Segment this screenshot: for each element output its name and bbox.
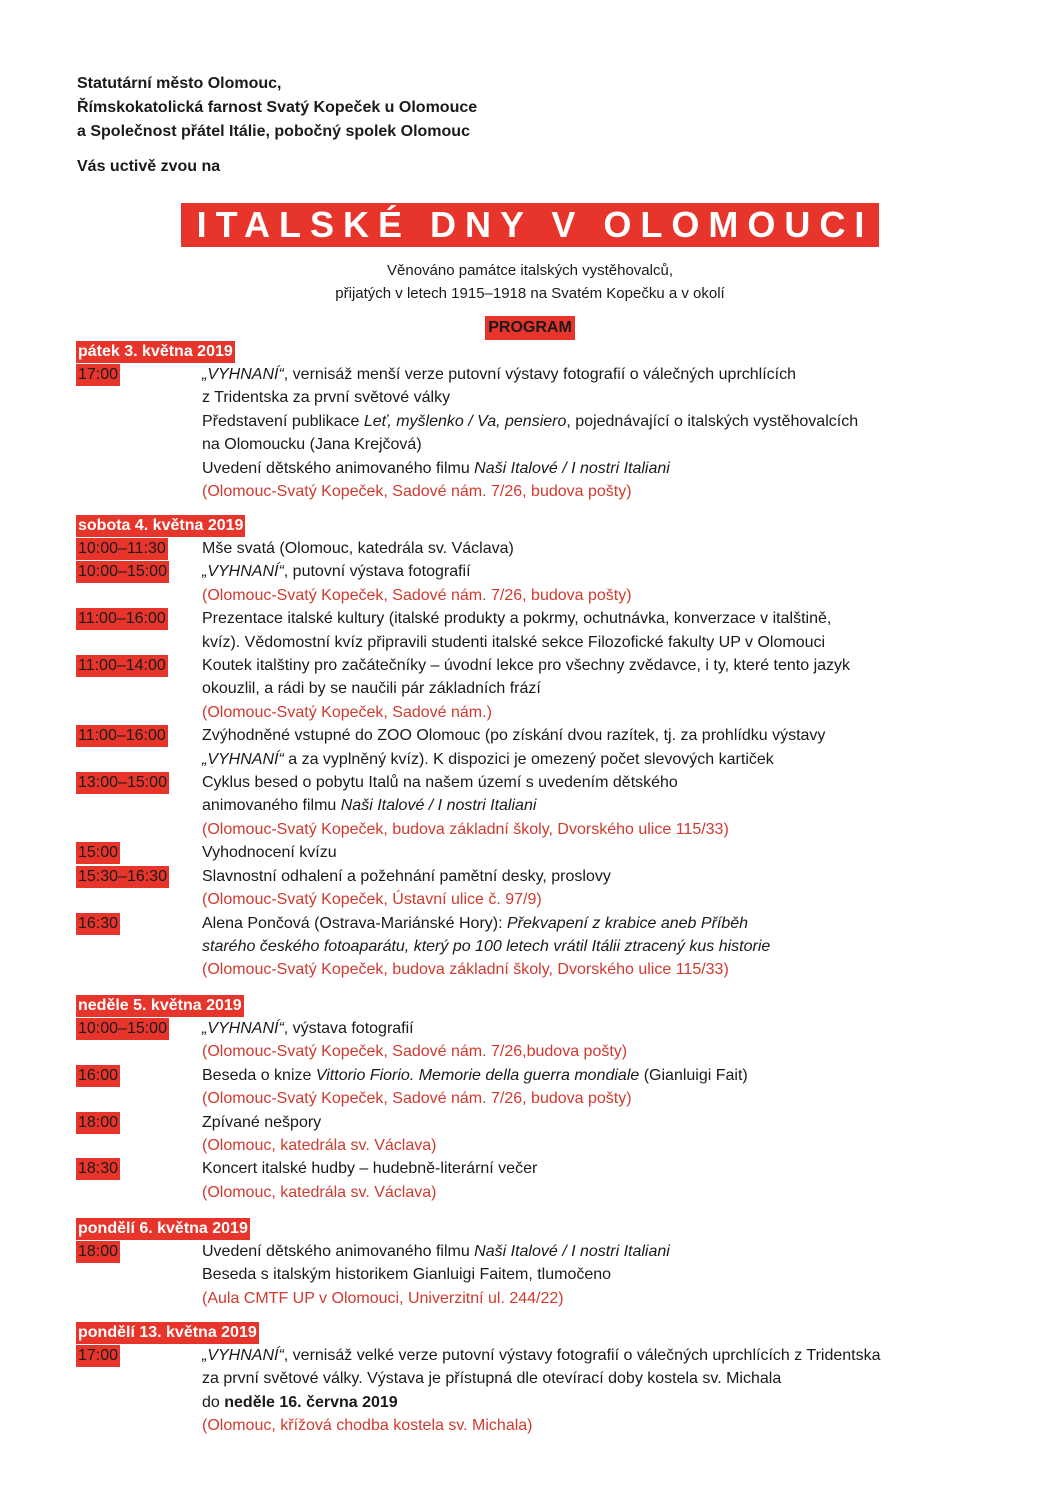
event-text: z Tridentska za první světové války	[202, 389, 451, 407]
event-time: 16:00	[76, 1065, 120, 1087]
event-text: neděle 16. června 2019	[224, 1393, 398, 1411]
event-row	[76, 1064, 976, 1111]
event-text: do	[202, 1393, 225, 1411]
event-text: Zvýhodněné vstupné do ZOO Olomouc (po získání dvou razítek, tj. za prohlídku výstavy	[202, 727, 826, 745]
event-row	[76, 1240, 976, 1310]
dedication-line: přijatých v letech 1915–1918 na Svatém Kopečku a v okolí	[335, 285, 725, 302]
event-description	[202, 912, 976, 982]
event-text: Beseda s italským historikem Gianluigi Faitem, tlumočeno	[202, 1266, 612, 1284]
event-line	[202, 1111, 976, 1134]
event-line	[202, 1344, 976, 1367]
event-text: kvíz). Vědomostní kvíz připravili studenti italské sekce Filozofické fakulty UP v Olomouci	[202, 633, 826, 651]
event-time-cell	[76, 537, 202, 560]
event-time-cell	[76, 912, 202, 982]
organizers	[77, 72, 477, 144]
dedication-line: Věnováno památce italských vystěhovalců,	[387, 262, 673, 279]
event-line	[202, 363, 976, 386]
organizer-line: Římskokatolická farnost Svatý Kopeček u Olomouce	[77, 99, 478, 116]
event-title-text: Leť, myšlenko / Va, pensiero	[363, 412, 567, 430]
event-text: Vyhodnocení kvízu	[202, 844, 337, 862]
event-text: Slavnostní odhalení a požehnání pamětní desky, proslovy	[202, 867, 611, 885]
event-text: animovaného filmu	[202, 797, 341, 815]
event-line	[202, 654, 976, 677]
event-row	[76, 865, 976, 912]
event-line	[202, 1157, 976, 1180]
day-heading: pondělí 13. května 2019	[76, 1322, 259, 1344]
event-time-cell	[76, 560, 202, 607]
event-line	[202, 631, 976, 654]
event-title-text: Naši Italové / I nostri Italiani	[474, 1243, 670, 1260]
event-description	[202, 1064, 976, 1111]
event-line	[202, 607, 976, 630]
event-line	[202, 794, 976, 817]
event-text: Zpívané nešpory	[202, 1113, 322, 1131]
event-line	[202, 677, 976, 700]
event-row	[76, 363, 976, 503]
event-time: 10:00–11:30	[76, 538, 168, 560]
event-text: , vernisáž velké verze putovní výstavy fotografií o válečných uprchlících z Tridentska	[283, 1347, 881, 1364]
day-block	[76, 1322, 976, 1438]
event-text: okouzlil, a rádi by se naučili pár základních frází	[202, 680, 541, 698]
event-text: na Olomoucku (Jana Krejčová)	[202, 436, 422, 454]
event-text: a za vyplněný kvíz). K dispozici je omezený počet slevových kartiček	[283, 750, 774, 768]
event-line	[202, 724, 976, 747]
event-time-cell	[76, 1111, 202, 1158]
event-time-cell	[76, 865, 202, 912]
event-time-cell	[76, 841, 202, 864]
event-title-text: „VYHNANÍ“	[202, 1347, 284, 1364]
event-time: 18:00	[76, 1112, 120, 1134]
event-row	[76, 771, 976, 841]
title-banner	[0, 203, 1060, 247]
program-label-wrap	[0, 316, 1060, 340]
event-description	[202, 724, 976, 771]
event-text: za první světové války. Výstava je přístupná dle otevírací doby kostela sv. Michala	[202, 1370, 782, 1388]
event-description	[202, 654, 976, 724]
event-text: Uvedení dětského animovaného filmu	[202, 1243, 475, 1260]
event-text: Cyklus besed o pobytu Italů na našem území s uvedením dětského	[202, 774, 678, 792]
event-line	[202, 433, 976, 456]
event-row	[76, 654, 976, 724]
event-title-text: Naši Italové / I nostri Italiani	[474, 459, 670, 477]
event-time: 15:30–16:30	[76, 866, 169, 888]
event-location: (Olomouc, křížová chodba kostela sv. Michala)	[202, 1417, 533, 1435]
event-description	[202, 1344, 976, 1438]
event-row	[76, 841, 976, 864]
event-time: 18:00	[76, 1241, 120, 1263]
event-location: (Olomouc-Svatý Kopeček, Sadové nám. 7/26, budova pošty)	[202, 586, 632, 604]
event-location: (Olomouc-Svatý Kopeček, budova základní školy, Dvorského ulice 115/33)	[202, 961, 729, 979]
event-location: (Olomouc, katedrála sv. Václava)	[202, 1137, 437, 1155]
event-description	[202, 1017, 976, 1064]
event-line	[202, 935, 976, 958]
day-block	[76, 515, 976, 982]
event-row	[76, 1111, 976, 1158]
day-heading: sobota 4. května 2019	[76, 515, 245, 537]
event-description	[202, 771, 976, 841]
day-block	[76, 995, 976, 1204]
event-location: (Olomouc, katedrála sv. Václava)	[202, 1183, 437, 1201]
event-description	[202, 363, 976, 503]
event-text: Koutek italštiny pro začátečníky – úvodní lekce pro všechny zvědavce, i ty, které tento jazyk	[202, 657, 851, 675]
event-line	[202, 537, 976, 560]
event-description	[202, 537, 976, 560]
event-time: 15:00	[76, 842, 120, 864]
event-time: 13:00–15:00	[76, 772, 169, 794]
event-text: Mše svatá (Olomouc, katedrála sv. Václava)	[202, 540, 514, 557]
event-time-cell	[76, 1064, 202, 1111]
event-line	[202, 841, 976, 864]
event-line	[202, 410, 976, 433]
day-block	[76, 341, 976, 503]
event-text: , vernisáž menší verze putovní výstavy fotografií o válečných uprchlících	[283, 366, 797, 383]
event-time: 17:00	[76, 364, 120, 386]
event-title-text: Překvapení z krabice aneb Příběh	[507, 914, 749, 932]
event-row	[76, 537, 976, 560]
event-text: Alena Pončová (Ostrava-Mariánské Hory):	[202, 914, 507, 932]
program-label: PROGRAM	[485, 316, 575, 340]
event-row	[76, 724, 976, 771]
event-line	[202, 457, 976, 480]
event-time-cell	[76, 1017, 202, 1064]
event-text: Představení publikace	[202, 412, 364, 430]
event-title-text: „VYHNANÍ“	[202, 750, 284, 768]
event-description	[202, 1240, 976, 1310]
day-block	[76, 1218, 976, 1310]
event-location: (Olomouc-Svatý Kopeček, Sadové nám. 7/26, budova pošty)	[202, 483, 632, 501]
event-text: Beseda o knize	[202, 1066, 316, 1084]
event-description	[202, 1111, 976, 1158]
event-title-text: Vittorio Fiorio. Memorie della guerra mondiale	[315, 1066, 640, 1084]
event-text: Uvedení dětského animovaného filmu	[202, 459, 475, 477]
dedication	[0, 259, 1060, 305]
event-time: 18:30	[76, 1158, 120, 1180]
event-line	[202, 386, 976, 409]
event-line	[202, 1391, 976, 1414]
event-text: (Gianluigi Fait)	[639, 1066, 748, 1084]
event-location: (Olomouc-Svatý Kopeček, Sadové nám. 7/26, budova pošty)	[202, 1090, 632, 1108]
event-time-cell	[76, 771, 202, 841]
event-location: (Olomouc-Svatý Kopeček, Sadové nám.)	[202, 703, 492, 721]
event-time: 17:00	[76, 1345, 120, 1367]
event-time: 10:00–15:00	[76, 1018, 169, 1040]
event-description	[202, 1157, 976, 1204]
event-line	[202, 865, 976, 888]
event-time-cell	[76, 654, 202, 724]
event-location: (Olomouc-Svatý Kopeček, budova základní školy, Dvorského ulice 115/33)	[202, 820, 729, 838]
event-title-text: starého českého fotoaparátu, který po 100 letech vrátil Itálii ztracený kus historie	[202, 937, 771, 955]
event-line	[202, 912, 976, 935]
event-row	[76, 1017, 976, 1064]
event-time-cell	[76, 1157, 202, 1204]
event-text: , putovní výstava fotografií	[283, 563, 471, 581]
event-title-text: „VYHNANÍ“	[202, 366, 284, 383]
event-description	[202, 865, 976, 912]
invite-line: Vás uctivě zvou na	[77, 158, 221, 175]
event-text: Koncert italské hudby – hudebně-literární večer	[202, 1160, 538, 1178]
event-line	[202, 1240, 976, 1263]
event-row	[76, 560, 976, 607]
event-time-cell	[76, 724, 202, 771]
event-text: , výstava fotografií	[283, 1020, 414, 1037]
event-line	[202, 1263, 976, 1286]
event-description	[202, 841, 976, 864]
event-time-cell	[76, 607, 202, 654]
event-time: 11:00–14:00	[76, 655, 168, 677]
event-row	[76, 912, 976, 982]
event-location: (Olomouc-Svatý Kopeček, Sadové nám. 7/26,budova pošty)	[202, 1043, 628, 1061]
event-time-cell	[76, 1344, 202, 1438]
event-row	[76, 607, 976, 654]
event-line	[202, 748, 976, 771]
event-time: 16:30	[76, 913, 120, 935]
event-line	[202, 771, 976, 794]
event-time: 11:00–16:00	[76, 608, 168, 630]
event-location: (Aula CMTF UP v Olomouci, Univerzitní ul. 244/22)	[202, 1289, 564, 1307]
event-description	[202, 607, 976, 654]
event-row	[76, 1157, 976, 1204]
day-heading: pátek 3. května 2019	[76, 341, 235, 363]
event-time-cell	[76, 1240, 202, 1310]
event-time: 10:00–15:00	[76, 561, 169, 583]
event-title-text: „VYHNANÍ“	[202, 563, 284, 581]
day-heading: pondělí 6. května 2019	[76, 1218, 250, 1240]
event-text: Prezentace italské kultury (italské produkty a pokrmy, ochutnávka, konverzace v italštině,	[202, 610, 832, 628]
page-title: ITALSKÉ DNY V OLOMOUCI	[181, 203, 880, 247]
event-line	[202, 1017, 976, 1040]
event-description	[202, 560, 976, 607]
event-line	[202, 560, 976, 583]
event-title-text: „VYHNANÍ“	[202, 1020, 284, 1037]
day-heading: neděle 5. května 2019	[76, 995, 244, 1017]
event-row	[76, 1344, 976, 1438]
event-time-cell	[76, 363, 202, 503]
event-title-text: Naši Italové / I nostri Italiani	[340, 797, 537, 815]
event-time: 11:00–16:00	[76, 725, 168, 747]
organizer-line: a Společnost přátel Itálie, pobočný spolek Olomouc	[77, 123, 470, 140]
organizer-line: Statutární město Olomouc,	[77, 75, 282, 92]
event-line	[202, 1064, 976, 1087]
event-text: , pojednávající o italských vystěhovalcích	[566, 412, 859, 430]
event-location: (Olomouc-Svatý Kopeček, Ústavní ulice č. 97/9)	[202, 891, 542, 909]
event-line	[202, 1367, 976, 1390]
